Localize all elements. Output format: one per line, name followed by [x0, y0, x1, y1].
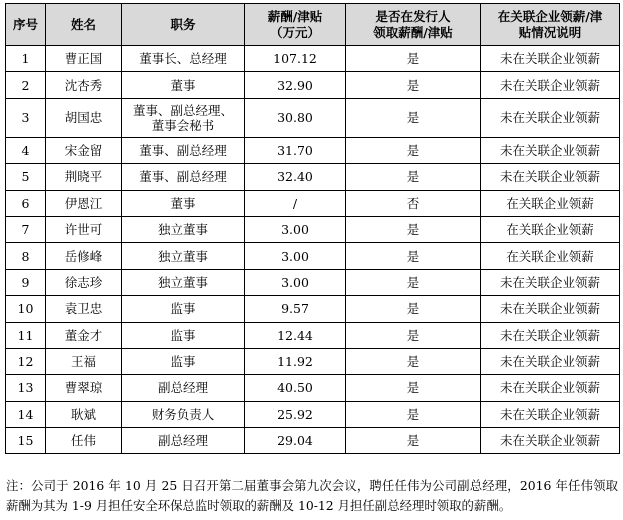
- cell-name: 胡国忠: [46, 98, 122, 137]
- cell-affiliate: 未在关联企业领薪: [481, 296, 620, 322]
- cell-salary: 12.44: [245, 322, 346, 348]
- table-row: [6, 296, 620, 322]
- cell-index: 6: [6, 190, 46, 216]
- cell-position: [122, 98, 245, 137]
- cell-index: 9: [6, 269, 46, 295]
- cell-salary: 9.57: [245, 296, 346, 322]
- cell-index: 11: [6, 322, 46, 348]
- header-affiliate-line1: 在关联企业领薪/津: [497, 8, 603, 24]
- cell-name: 许世可: [46, 216, 122, 242]
- compensation-table: [5, 3, 620, 454]
- position-line: 独立董事: [157, 222, 208, 238]
- cell-position: [122, 243, 245, 269]
- cell-salary: 40.50: [245, 375, 346, 401]
- cell-index: 4: [6, 137, 46, 163]
- cell-position: [122, 137, 245, 163]
- cell-index: 8: [6, 243, 46, 269]
- position-line: 独立董事: [157, 274, 208, 290]
- cell-index: 2: [6, 72, 46, 98]
- header-index: 序号: [6, 4, 46, 46]
- header-salary-line1: 薪酬/津贴: [267, 8, 323, 24]
- cell-affiliate: 未在关联企业领薪: [481, 375, 620, 401]
- cell-position: [122, 216, 245, 242]
- cell-position: [122, 164, 245, 190]
- cell-name: 袁卫忠: [46, 296, 122, 322]
- cell-affiliate: 未在关联企业领薪: [481, 72, 620, 98]
- table-row: [6, 348, 620, 374]
- cell-index: 14: [6, 401, 46, 427]
- cell-affiliate: 未在关联企业领薪: [481, 46, 620, 72]
- table-row: [6, 98, 620, 137]
- cell-name: 曹正国: [46, 46, 122, 72]
- position-line: 董事、副总经理: [139, 169, 227, 185]
- cell-salary: 30.80: [245, 98, 346, 137]
- cell-paid-by-issuer: 是: [346, 164, 481, 190]
- table-row: [6, 72, 620, 98]
- cell-index: 10: [6, 296, 46, 322]
- cell-name: 董金才: [46, 322, 122, 348]
- cell-salary: 32.40: [245, 164, 346, 190]
- cell-name: 任伟: [46, 428, 122, 454]
- cell-salary: 3.00: [245, 269, 346, 295]
- table-row: [6, 216, 620, 242]
- cell-affiliate: 未在关联企业领薪: [481, 164, 620, 190]
- table-body: [6, 46, 620, 454]
- table-row: [6, 190, 620, 216]
- table-row: [6, 375, 620, 401]
- cell-salary: 3.00: [245, 216, 346, 242]
- position-line: 董事、副总经理: [139, 142, 227, 158]
- cell-affiliate: 在关联企业领薪: [481, 216, 620, 242]
- cell-paid-by-issuer: 是: [346, 375, 481, 401]
- cell-position: [122, 348, 245, 374]
- cell-name: 沈杏秀: [46, 72, 122, 98]
- table-row: [6, 428, 620, 454]
- position-line: 副总经理: [157, 380, 208, 396]
- cell-index: 7: [6, 216, 46, 242]
- cell-name: 伊恩江: [46, 190, 122, 216]
- table-row: [6, 269, 620, 295]
- cell-index: 1: [6, 46, 46, 72]
- cell-affiliate: 未在关联企业领薪: [481, 269, 620, 295]
- cell-paid-by-issuer: 是: [346, 428, 481, 454]
- cell-name: 王福: [46, 348, 122, 374]
- position-line: 监事: [170, 354, 196, 370]
- position-line: 董事: [170, 77, 196, 93]
- cell-salary: 107.12: [245, 46, 346, 72]
- cell-affiliate: 在关联企业领薪: [481, 243, 620, 269]
- cell-salary: 11.92: [245, 348, 346, 374]
- cell-paid-by-issuer: 是: [346, 98, 481, 137]
- cell-paid-by-issuer: 是: [346, 216, 481, 242]
- cell-paid-by-issuer: 是: [346, 269, 481, 295]
- cell-paid-by-issuer: 是: [346, 137, 481, 163]
- cell-affiliate: 未在关联企业领薪: [481, 428, 620, 454]
- cell-paid-by-issuer: 是: [346, 348, 481, 374]
- header-paid-by-issuer-line2: 领取薪酬/津贴: [373, 24, 453, 40]
- cell-position: [122, 46, 245, 72]
- header-position: 职务: [122, 4, 245, 46]
- cell-name: 荆晓平: [46, 164, 122, 190]
- cell-affiliate: 未在关联企业领薪: [481, 401, 620, 427]
- cell-salary: 29.04: [245, 428, 346, 454]
- cell-position: [122, 375, 245, 401]
- cell-affiliate: 未在关联企业领薪: [481, 322, 620, 348]
- cell-salary: /: [245, 190, 346, 216]
- cell-name: 徐志珍: [46, 269, 122, 295]
- position-line: 董事会秘书: [151, 117, 215, 133]
- position-line: 董事、副总经理、: [132, 102, 233, 118]
- position-line: 副总经理: [157, 433, 208, 449]
- cell-name: 宋金留: [46, 137, 122, 163]
- cell-paid-by-issuer: 是: [346, 296, 481, 322]
- position-line: 董事: [170, 195, 196, 211]
- header-paid-by-issuer: [346, 4, 481, 46]
- header-paid-by-issuer-line1: 是否在发行人: [375, 8, 451, 24]
- position-line: 董事长、总经理: [139, 51, 227, 67]
- cell-paid-by-issuer: 是: [346, 72, 481, 98]
- cell-position: [122, 296, 245, 322]
- footnote: 注：公司于 2016 年 10 月 25 日召开第二届董事会第九次会议，聘任任伟为公司副总经理，2016 年任伟领取薪酬为其为 1-9 月担任安全环保总监时领取的薪酬及 10-12 月担任副总经理时领取的薪酬。: [6, 478, 618, 513]
- cell-salary: 25.92: [245, 401, 346, 427]
- cell-affiliate: 未在关联企业领薪: [481, 348, 620, 374]
- header-salary: [245, 4, 346, 46]
- cell-position: [122, 269, 245, 295]
- cell-index: 15: [6, 428, 46, 454]
- table-row: [6, 137, 620, 163]
- cell-position: [122, 401, 245, 427]
- cell-salary: 3.00: [245, 243, 346, 269]
- cell-name: 耿斌: [46, 401, 122, 427]
- header-affiliate: [481, 4, 620, 46]
- position-line: 财务负责人: [151, 406, 215, 422]
- cell-affiliate: 未在关联企业领薪: [481, 98, 620, 137]
- cell-salary: 32.90: [245, 72, 346, 98]
- cell-paid-by-issuer: 是: [346, 322, 481, 348]
- cell-name: 曹翠琼: [46, 375, 122, 401]
- cell-position: [122, 72, 245, 98]
- cell-index: 3: [6, 98, 46, 137]
- cell-position: [122, 190, 245, 216]
- cell-position: [122, 322, 245, 348]
- header-name: 姓名: [46, 4, 122, 46]
- cell-position: [122, 428, 245, 454]
- cell-index: 5: [6, 164, 46, 190]
- cell-paid-by-issuer: 否: [346, 190, 481, 216]
- cell-index: 12: [6, 348, 46, 374]
- cell-paid-by-issuer: 是: [346, 46, 481, 72]
- table-row: [6, 243, 620, 269]
- table-row: [6, 164, 620, 190]
- table-row: [6, 401, 620, 427]
- cell-index: 13: [6, 375, 46, 401]
- cell-paid-by-issuer: 是: [346, 401, 481, 427]
- header-row: [6, 4, 620, 46]
- header-affiliate-line2: 贴情况说明: [518, 24, 582, 40]
- position-line: 监事: [170, 301, 196, 317]
- cell-name: 岳修峰: [46, 243, 122, 269]
- table-row: [6, 322, 620, 348]
- table-row: [6, 46, 620, 72]
- header-salary-line2: （万元）: [269, 24, 320, 40]
- cell-affiliate: 未在关联企业领薪: [481, 137, 620, 163]
- cell-affiliate: 在关联企业领薪: [481, 190, 620, 216]
- cell-paid-by-issuer: 是: [346, 243, 481, 269]
- position-line: 监事: [170, 327, 196, 343]
- cell-salary: 31.70: [245, 137, 346, 163]
- position-line: 独立董事: [157, 248, 208, 264]
